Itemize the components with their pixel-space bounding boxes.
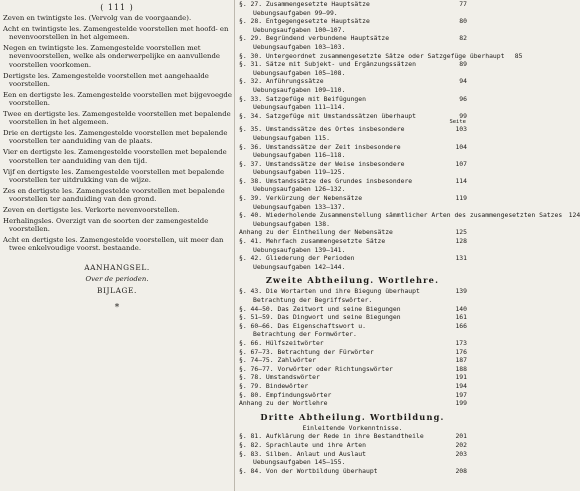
toc-subentry xyxy=(235,134,470,143)
toc-entry-label: §. 27. Zusammengesetzte Hauptsätze xyxy=(239,0,370,8)
toc-entry-page: 85 xyxy=(514,51,523,60)
toc-entry-label: §. 84. Von der Wortbildung überhaupt xyxy=(239,466,378,475)
toc-entry xyxy=(235,373,470,382)
toc-subentry xyxy=(235,151,470,160)
toc-entry xyxy=(235,322,470,331)
heading-part-three: Dritte Abtheilung. Wortbildung. xyxy=(260,411,445,422)
toc-entry-label: §. 60—66. Das Eigenschaftswort u. xyxy=(239,321,366,330)
toc-entry-label: Uebungsaufgaben 116—118. xyxy=(253,151,346,160)
lesson-item xyxy=(3,72,232,89)
toc-subentry xyxy=(235,86,470,95)
heading-part-two: Zweite Abtheilung. Wortlehre. xyxy=(265,275,440,286)
toc-entry-page: 89 xyxy=(459,60,467,69)
toc-entry-label: §. 51—59. Das Dingwort und seine Biegungen xyxy=(239,313,401,322)
lesson-name: Een en dertigste les. xyxy=(3,90,76,99)
lesson-item xyxy=(3,14,232,22)
toc-entry-page: 197 xyxy=(455,390,467,399)
toc-subentry xyxy=(235,203,470,212)
toc-entry xyxy=(235,95,470,104)
toc-entry xyxy=(235,228,470,237)
toc-entry xyxy=(235,432,470,441)
lesson-text: Zamengestelde voorstellen met bepalende voorstellen ter uitdrukking van de wijze. xyxy=(9,167,225,184)
lesson-text: Zamengestelde voorstellen met bepalende voorstellen ter aanduiding van den grond. xyxy=(9,186,225,203)
toc-entry-label: §. 41. Mehrfach zusammengesetzte Sätze xyxy=(239,237,386,246)
toc-section-top xyxy=(235,0,523,120)
lesson-text: Zamengestelde voorstellen met bepalende voorstellen ter aanduiding van den tijd. xyxy=(9,148,227,165)
toc-entry-label: §. 38. Umstandssätze des Grundes insbesondere xyxy=(239,176,413,185)
toc-entry-label: §. 32. Anführungssätze xyxy=(239,77,324,86)
toc-entry xyxy=(235,143,470,152)
toc-subentry xyxy=(235,296,470,305)
lesson-name: Zeven en dertigste les. xyxy=(3,205,83,214)
lesson-name: Acht en dertigste les. xyxy=(3,235,78,244)
lesson-text: Zamengestelde voorstellen met bepalende voorstellen in het algemeen. xyxy=(9,109,231,127)
toc-entry-label: §. 43. Die Wortarten und ihre Biegung überhaupt xyxy=(239,287,420,296)
toc-entry-label: §. 79. Bindewörter xyxy=(239,381,309,390)
lesson-item xyxy=(3,148,232,165)
toc-entry xyxy=(235,194,470,203)
lesson-name: Twee en dertigste les. xyxy=(3,109,81,118)
toc-entry xyxy=(235,348,470,357)
appendix-title: AANHANGSEL. xyxy=(84,262,150,272)
toc-subentry xyxy=(235,246,470,255)
lesson-name: Acht en twintigste les. xyxy=(3,24,82,33)
toc-entry-label: §. 83. Silben. Anlaut und Auslaut xyxy=(239,449,366,458)
toc-section-part-two xyxy=(235,287,470,407)
column-head-seite: Seite xyxy=(449,119,466,126)
toc-entry-label: §. 66. Hülfszeitwörter xyxy=(239,338,324,347)
lesson-name: Zeven en twintigste les. xyxy=(3,14,87,22)
toc-entry xyxy=(235,399,470,408)
toc-entry-label: Uebungsaufgaben 133—137. xyxy=(253,202,346,211)
lesson-item xyxy=(3,91,232,108)
toc-entry-page: 201 xyxy=(455,432,467,441)
toc-entry-label: §. 36. Umstandssätze der Zeit insbesondere xyxy=(239,142,401,151)
lesson-item xyxy=(3,187,232,204)
lesson-name: Zes en dertigste les. xyxy=(3,186,75,195)
toc-entry xyxy=(235,391,470,400)
toc-entry xyxy=(235,177,470,186)
toc-entry-label: Uebungsaufgaben 99—99. xyxy=(253,8,338,17)
toc-entry-page: 107 xyxy=(455,159,467,168)
toc-entry xyxy=(235,60,470,69)
toc-subentry xyxy=(235,103,470,112)
lesson-item xyxy=(3,206,232,214)
toc-entry-label: Uebungsaufgaben 119—125. xyxy=(253,168,346,177)
lesson-name: Herhalingsles. xyxy=(3,216,54,225)
appendix-subtitle: Over de perioden. xyxy=(85,274,149,283)
toc-entry-label: §. 33. Satzgefüge mit Beifügungen xyxy=(239,94,366,103)
toc-entry-page: 125 xyxy=(455,228,467,237)
toc-entry-label: Uebungsaufgaben 139—141. xyxy=(253,245,346,254)
lesson-item xyxy=(3,217,232,234)
toc-entry xyxy=(235,125,470,134)
toc-subentry xyxy=(235,330,470,339)
lesson-text: Verkorte nevenvoorstellen. xyxy=(85,205,180,214)
toc-entry-label: §. 42. Gliederung der Perioden xyxy=(239,254,355,263)
subheading-part-three: Einleitende Vorkenntnisse. xyxy=(302,423,403,432)
toc-entry-page: 173 xyxy=(455,338,467,347)
toc-section-mid xyxy=(235,125,580,271)
toc-entry-page: 94 xyxy=(459,77,467,86)
toc-entry-label: Uebungsaufgaben 105—108. xyxy=(253,68,346,77)
lesson-text: Zamengestelde voorstellen met aangehaalde voorstellen. xyxy=(9,71,209,88)
toc-entry-label: Betrachtung der Formwörter. xyxy=(253,330,357,339)
toc-entry xyxy=(235,365,470,374)
toc-subentry xyxy=(235,263,470,272)
toc-entry-page: 128 xyxy=(455,237,467,246)
toc-subentry xyxy=(235,168,470,177)
toc-entry xyxy=(235,339,470,348)
toc-entry-label: §. 78. Umstandswörter xyxy=(239,373,320,382)
toc-entry xyxy=(235,0,470,9)
toc-entry xyxy=(235,287,470,296)
toc-entry-label: §. 74—75. Zahlwörter xyxy=(239,356,316,365)
toc-entry-page: 191 xyxy=(455,373,467,382)
toc-entry-label: §. 37. Umstandssätze der Weise insbesondere xyxy=(239,159,405,168)
lesson-text: Overzigt van de soorten der zamengestelde voorstellen. xyxy=(9,216,209,234)
toc-entry-page: 104 xyxy=(455,142,467,151)
lesson-text: Zamengestelde voorstellen met bijgevoegde voorstellen. xyxy=(9,90,232,108)
toc-subentry xyxy=(235,26,470,35)
toc-entry-page: 199 xyxy=(455,399,467,408)
lesson-item xyxy=(3,110,232,127)
toc-entry xyxy=(235,450,470,459)
toc-entry-page: 202 xyxy=(455,440,467,449)
toc-entry xyxy=(235,237,470,246)
lesson-name: Drie en dertigste les. xyxy=(3,129,77,138)
toc-entry-page: 80 xyxy=(459,17,467,26)
toc-entry-page: 119 xyxy=(455,194,467,203)
lesson-text: Zamengestelde voorstellen met bepalende voorstellen ter aanduiding van de plaats. xyxy=(9,129,228,146)
bijlage-title: BIJLAGE. xyxy=(96,285,137,295)
toc-entry-page: 161 xyxy=(455,313,467,322)
toc-entry-label: §. 80. Empfindungswörter xyxy=(239,390,332,399)
toc-entry-page: 194 xyxy=(455,381,467,390)
toc-subentry xyxy=(235,458,470,467)
toc-entry xyxy=(235,382,470,391)
toc-entry xyxy=(235,211,580,220)
lesson-text: Zamengestelde voorstellen met nevenvoorstellen, welke als onderwerpelijke en aanvullende voorstellen voorkomen. xyxy=(9,44,220,69)
toc-subentry xyxy=(235,9,470,18)
toc-entry-page: 77 xyxy=(459,0,467,8)
toc-entry xyxy=(235,34,470,43)
toc-entry-page: 166 xyxy=(455,321,467,330)
toc-entry-label: Uebungsaufgaben 103—103. xyxy=(253,42,346,51)
lesson-item xyxy=(3,44,232,69)
toc-entry xyxy=(235,51,523,61)
toc-entry-label: Anhang zu der Eintheilung der Nebensätze xyxy=(239,228,393,237)
toc-entry-label: Uebungsaufgaben 142—144. xyxy=(253,262,346,271)
lesson-name: Vier en dertigste les. xyxy=(3,148,77,157)
toc-entry-label: §. 30. Untergeordnet zusammengesetzte Sätze oder Satzgefüge überhaupt xyxy=(239,51,505,60)
toc-entry-label: Uebungsaufgaben 111—114. xyxy=(253,103,346,112)
lesson-item xyxy=(3,25,232,42)
toc-entry-label: Uebungsaufgaben 138. xyxy=(253,219,330,228)
toc-entry-label: §. 67—73. Betrachtung der Fürwörter xyxy=(239,347,374,356)
toc-entry-page: 99 xyxy=(459,111,467,120)
toc-entry-label: §. 81. Aufklärung der Rede in ihre Bestandtheile xyxy=(239,432,424,441)
toc-entry-label: §. 76—77. Vorwörter oder Richtungswörter xyxy=(239,364,393,373)
toc-entry-label: Uebungsaufgaben 109—110. xyxy=(253,85,346,94)
lesson-text: (Vervolg van de voorgaande). xyxy=(88,14,192,22)
toc-entry xyxy=(235,17,470,26)
toc-subentry xyxy=(235,43,470,52)
toc-entry xyxy=(235,467,470,476)
toc-entry xyxy=(235,112,470,121)
lesson-text: Zamengestelde voorstellen, uit meer dan twee enkelvoudige voorst. bestaande. xyxy=(9,235,224,253)
lesson-item xyxy=(3,168,232,185)
page-number: ( 111 ) xyxy=(100,3,134,12)
toc-entry-label: Betrachtung der Begriffswörter. xyxy=(253,296,373,304)
toc-entry xyxy=(235,305,470,314)
lesson-item xyxy=(3,236,232,253)
toc-entry-page: 208 xyxy=(455,466,467,475)
toc-entry-label: §. 82. Sprachlaute und ihre Arten xyxy=(239,440,366,449)
toc-entry-label: §. 40. Wiederholende Zusammenstellung sämmtlicher Arten des zusammengesetzten Satzes xyxy=(239,211,563,220)
lesson-item xyxy=(3,129,232,146)
toc-entry-page: 96 xyxy=(459,94,467,103)
toc-entry xyxy=(235,254,470,263)
toc-entry-page: 114 xyxy=(455,176,467,185)
toc-entry-page: 176 xyxy=(455,347,467,356)
toc-subentry xyxy=(235,185,470,194)
toc-entry-page: 124 xyxy=(568,211,580,220)
toc-entry-page: 103 xyxy=(455,125,467,134)
toc-entry-page: 139 xyxy=(455,287,467,296)
toc-entry-label: §. 44—50. Das Zeitwort und seine Biegungen xyxy=(239,304,401,313)
toc-entry-label: §. 29. Begründend verbundene Hauptsätze xyxy=(239,34,390,43)
toc-subentry xyxy=(235,69,470,78)
toc-section-part-three xyxy=(235,432,470,475)
lesson-text: Zamengestelde voorstellen met hoofd- en nevenvoorstellen in het algemeen. xyxy=(9,24,229,42)
toc-entry-label: Uebungsaufgaben 100—107. xyxy=(253,25,346,34)
toc-entry-label: §. 31. Sätze mit Subjekt- und Ergänzungssätzen xyxy=(239,60,416,69)
toc-entry xyxy=(235,77,470,86)
lesson-name: Dertigste les. xyxy=(3,71,50,80)
toc-entry xyxy=(235,441,470,450)
toc-entry-label: Uebungsaufgaben 145—155. xyxy=(253,458,346,467)
toc-entry-label: Uebungsaufgaben 115. xyxy=(253,133,330,142)
toc-entry-page: 140 xyxy=(455,304,467,313)
lesson-name: Negen en twintigste les. xyxy=(3,44,89,53)
toc-entry-page: 203 xyxy=(455,449,467,458)
left-page xyxy=(0,0,234,491)
lesson-name: Vijf en dertigste les. xyxy=(3,167,74,176)
toc-entry-page: 187 xyxy=(455,356,467,365)
toc-subentry xyxy=(235,220,470,229)
star-ornament: * xyxy=(114,302,120,313)
right-page-toc xyxy=(235,0,580,491)
toc-entry-label: §. 39. Verkürzung der Nebensätze xyxy=(239,194,363,203)
toc-entry-label: §. 34. Satzgefüge mit Umstandssätzen überhaupt xyxy=(239,111,416,120)
toc-entry-page: 131 xyxy=(455,254,467,263)
toc-entry-label: §. 35. Umstandssätze des Ortes insbesondere xyxy=(239,125,405,134)
toc-entry xyxy=(235,160,470,169)
toc-entry xyxy=(235,313,470,322)
lesson-list xyxy=(0,14,234,253)
toc-entry-page: 188 xyxy=(455,364,467,373)
toc-entry-label: §. 28. Entgegengesetzte Hauptsätze xyxy=(239,17,370,26)
toc-entry-label: Uebungsaufgaben 126—132. xyxy=(253,185,346,194)
toc-entry-label: Anhang zu der Wortlehre xyxy=(239,399,328,408)
toc-entry-page: 82 xyxy=(459,34,467,43)
toc-entry xyxy=(235,356,470,365)
